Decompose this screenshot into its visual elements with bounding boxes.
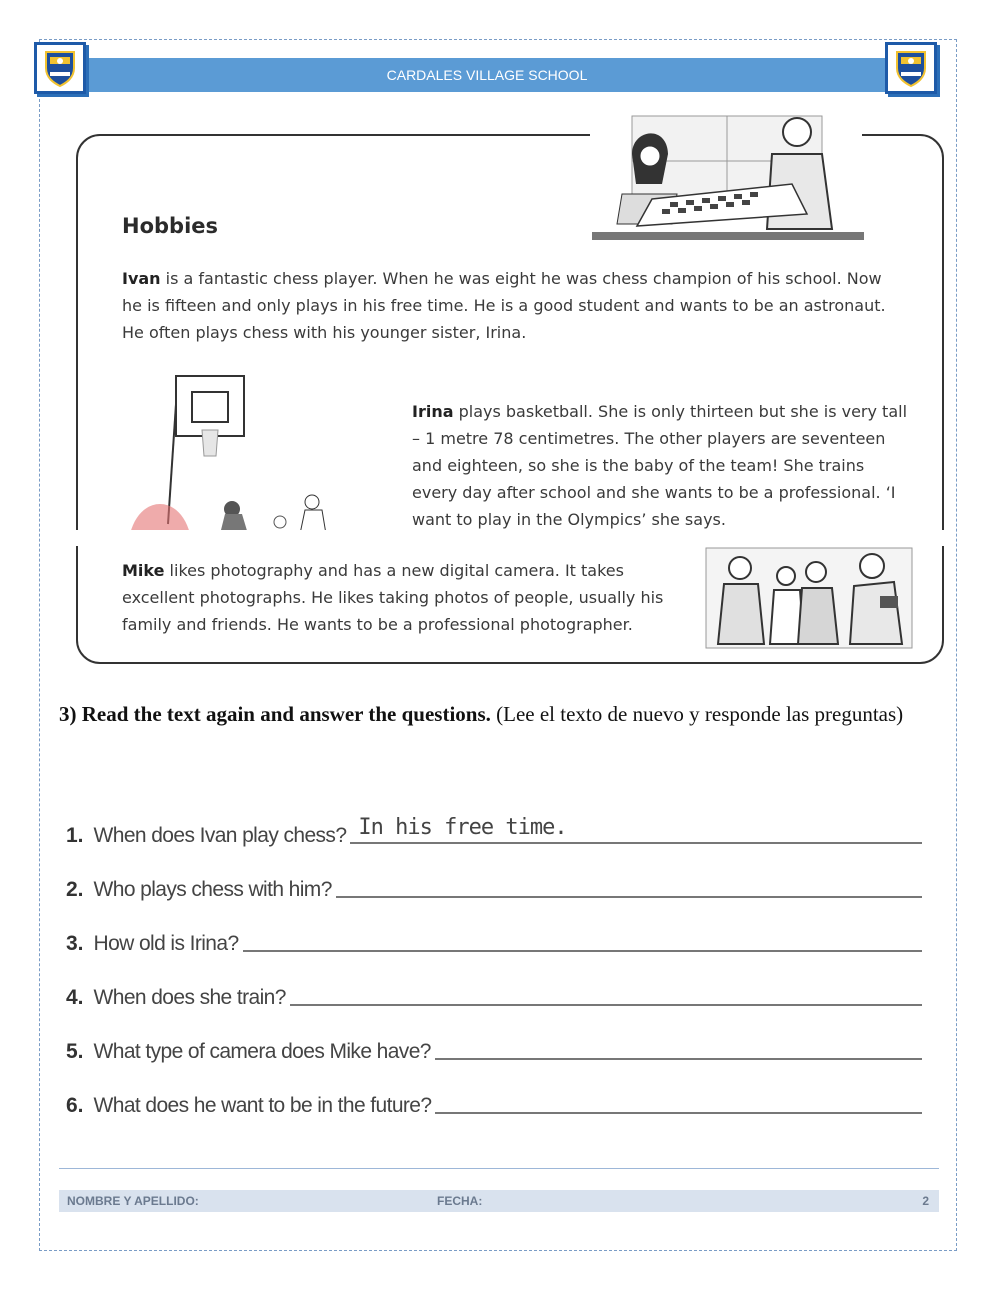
question-1 — [66, 808, 922, 848]
irina-paragraph — [412, 398, 912, 533]
question-number: 3. — [66, 932, 84, 955]
handwritten-answer: In his free time. — [358, 815, 567, 840]
school-logo-right — [885, 42, 937, 94]
question-text: When does Ivan play chess? — [93, 824, 347, 847]
crest-icon — [40, 48, 80, 88]
answer-line[interactable] — [350, 815, 922, 844]
basketball-illustration — [130, 374, 360, 534]
question-2 — [66, 862, 922, 902]
answer-line[interactable] — [435, 1111, 922, 1114]
ivan-text: is a fantastic chess player. When he was eight he was chess champion of his school. Now he is fifteen and only plays in his free time. He is a good student and wants to be an astronaut. He often plays chess with his younger sister, Irina. — [122, 269, 886, 342]
mike-name: Mike — [122, 561, 165, 580]
ivan-paragraph — [122, 265, 892, 346]
date-label: FECHA: — [437, 1194, 483, 1208]
question-text: When does she train? — [93, 986, 286, 1009]
school-logo-left — [34, 42, 86, 94]
question-number: 6. — [66, 1094, 84, 1117]
family-photo-illustration — [704, 546, 914, 650]
question-text: How old is Irina? — [93, 932, 239, 955]
question-number: 1. — [66, 824, 84, 847]
question-text: What does he want to be in the future? — [93, 1094, 432, 1117]
question-5 — [66, 1024, 922, 1064]
task-instruction-bold: 3) Read the text again and answer the questions. — [59, 702, 491, 726]
question-3 — [66, 916, 922, 956]
mike-paragraph — [122, 557, 682, 638]
answer-line[interactable] — [243, 949, 922, 952]
ivan-name: Ivan — [122, 269, 161, 288]
task-instruction — [59, 694, 939, 735]
question-text: What type of camera does Mike have? — [93, 1040, 431, 1063]
irina-name: Irina — [412, 402, 454, 421]
header-bar — [88, 58, 886, 92]
chess-players-illustration — [592, 114, 864, 242]
irina-text: plays basketball. She is only thirteen but she is very tall – 1 metre 78 centimetres. The other players are seventeen and eighteen, so she is the baby of the team! She trains every day after school and she wants to be a professional. ‘I want to play in the Olympics’ she says. — [412, 402, 908, 529]
question-number: 4. — [66, 986, 84, 1009]
question-number: 2. — [66, 878, 84, 901]
mike-text: likes photography and has a new digital camera. It takes excellent photographs. He likes taking photos of people, usually his family and friends. He wants to be a professional photographer. — [122, 561, 664, 634]
answer-line[interactable] — [435, 1057, 922, 1060]
crest-icon — [891, 48, 931, 88]
footer-bar — [59, 1190, 939, 1212]
question-number: 5. — [66, 1040, 84, 1063]
question-4 — [66, 970, 922, 1010]
answer-line[interactable] — [336, 895, 922, 898]
school-name: CARDALES VILLAGE SCHOOL — [386, 67, 588, 83]
scan-cut-band — [70, 530, 950, 546]
answer-line[interactable] — [290, 1003, 922, 1006]
task-instruction-translation: (Lee el texto de nuevo y responde las preguntas) — [490, 702, 904, 726]
footer-divider — [59, 1168, 939, 1169]
question-text: Who plays chess with him? — [93, 878, 332, 901]
name-label: NOMBRE Y APELLIDO: — [67, 1194, 199, 1208]
question-6 — [66, 1078, 922, 1118]
reading-title: Hobbies — [122, 214, 219, 238]
page-number: 2 — [922, 1194, 929, 1208]
